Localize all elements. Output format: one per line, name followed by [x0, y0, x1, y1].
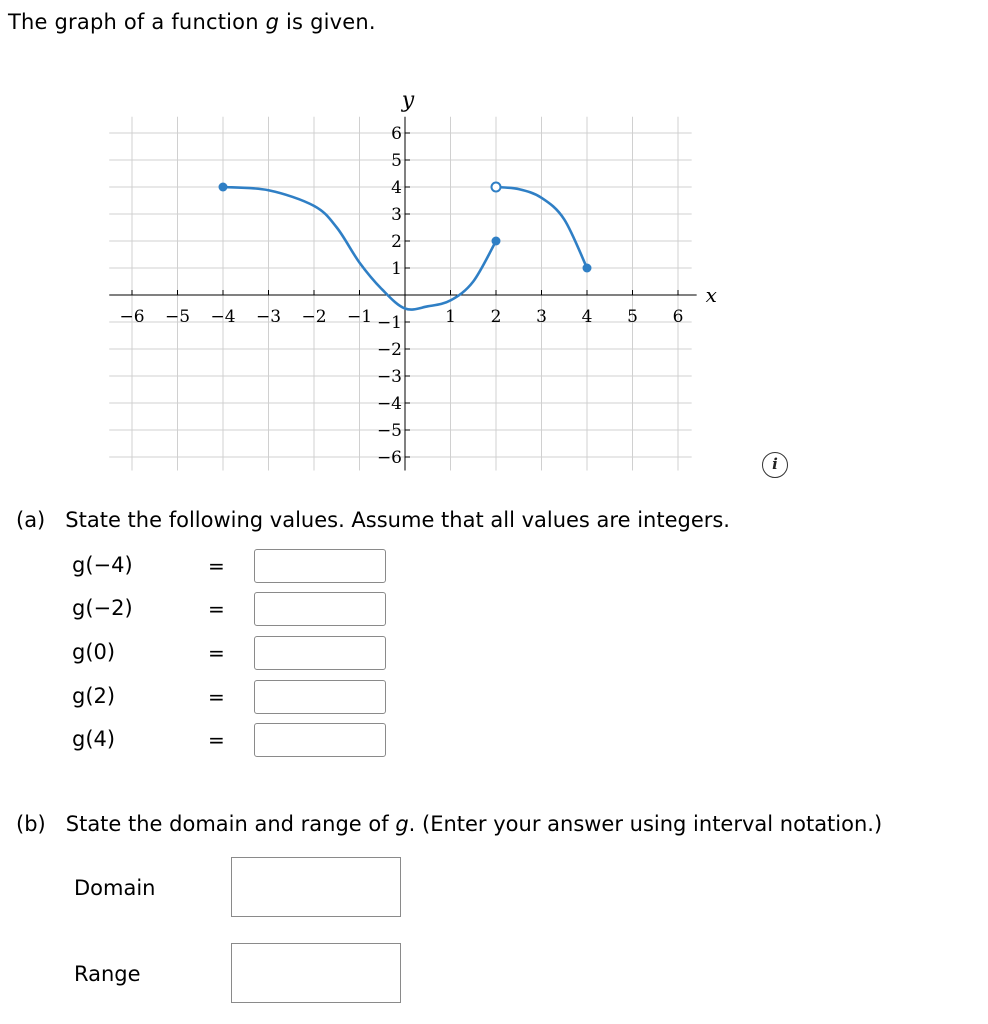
question-label: g(0) — [72, 640, 116, 664]
closed-endpoint — [492, 237, 501, 246]
x-tick-label: −6 — [119, 307, 145, 327]
range-label: Range — [74, 962, 141, 986]
part-a-prompt: (a) State the following values. Assume that all values are integers. — [16, 508, 730, 532]
y-axis-label: y — [401, 87, 415, 113]
x-tick-label: −2 — [301, 307, 327, 327]
question-row — [72, 636, 392, 672]
x-tick-label: 2 — [490, 307, 502, 327]
y-tick-label: −2 — [376, 340, 402, 360]
y-tick-label: 6 — [391, 124, 402, 144]
y-tick-label: 1 — [391, 259, 402, 279]
equals-sign: = — [208, 641, 225, 665]
closed-endpoint — [219, 183, 228, 192]
answer-input-g-neg4[interactable] — [254, 549, 386, 583]
question-row — [72, 723, 392, 759]
equals-sign: = — [208, 597, 225, 621]
question-row — [72, 549, 392, 585]
info-icon[interactable]: i — [762, 452, 788, 478]
question-row — [72, 680, 392, 716]
equals-sign: = — [208, 728, 225, 752]
x-tick-label: 3 — [536, 307, 547, 327]
problem-intro: The graph of a function g is given. — [8, 10, 376, 34]
x-tick-label: −1 — [346, 307, 373, 327]
answer-input-g-4[interactable] — [254, 723, 386, 757]
function-graph — [119, 78, 740, 478]
y-tick-label: −4 — [376, 394, 402, 414]
equals-sign: = — [208, 554, 225, 578]
question-label: g(4) — [72, 727, 116, 751]
x-tick-label: −3 — [255, 307, 282, 327]
y-tick-label: 2 — [391, 232, 402, 252]
x-tick-label: 4 — [581, 307, 593, 327]
open-endpoint — [492, 183, 501, 192]
equals-sign: = — [208, 685, 225, 709]
x-tick-label: 1 — [445, 307, 456, 327]
closed-endpoint — [583, 264, 592, 273]
question-label: g(−2) — [72, 596, 133, 620]
question-label: g(2) — [72, 684, 116, 708]
answer-input-g-2[interactable] — [254, 680, 386, 714]
part-b-prompt: (b) State the domain and range of g. (Enter your answer using interval notation.) — [16, 812, 883, 836]
domain-input[interactable] — [231, 857, 401, 917]
answer-input-g-neg2[interactable] — [254, 592, 386, 626]
y-tick-label: 5 — [391, 151, 402, 171]
x-tick-label: −4 — [210, 307, 236, 327]
question-row — [72, 592, 392, 628]
y-tick-label: −1 — [376, 313, 402, 333]
answer-input-g-0[interactable] — [254, 636, 386, 670]
y-tick-label: 4 — [391, 178, 402, 198]
x-tick-label: −5 — [164, 307, 191, 327]
x-axis-label: x — [705, 283, 717, 307]
domain-label: Domain — [74, 876, 156, 900]
y-tick-label: −6 — [376, 448, 402, 468]
y-tick-label: 3 — [391, 205, 402, 225]
y-tick-label: −5 — [376, 421, 402, 441]
function-name: g — [265, 10, 280, 34]
x-tick-label: 5 — [627, 307, 638, 327]
y-tick-label: −3 — [376, 367, 402, 387]
range-input[interactable] — [231, 943, 401, 1003]
x-tick-label: 6 — [672, 307, 684, 327]
question-label: g(−4) — [72, 553, 133, 577]
